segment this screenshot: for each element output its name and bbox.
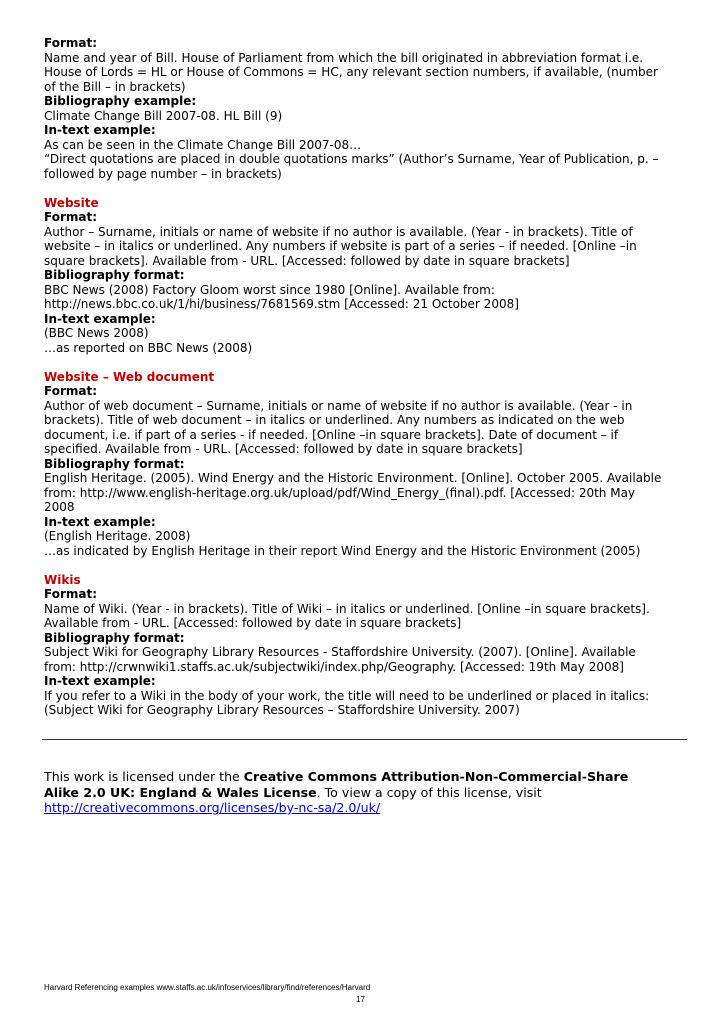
license-link[interactable]: http://creativecommons.org/licenses/by-nc-sa/2.0/uk/ (44, 800, 381, 815)
webdoc-format-line: Author of web document – Surname, initials or name of website if no author is available. (Year - in (44, 398, 633, 413)
webdoc-bib-line: from: http://www.english-heritage.org.uk/upload/pdf/Wind_Energy_(final).pdf. [Accessed: 20th May (44, 485, 636, 500)
webdoc-format-label: Format: (44, 384, 98, 398)
wikis-intext-label: In-text example: (44, 674, 156, 688)
webdoc-intext-label: In-text example: (44, 514, 156, 529)
wikis-heading: Wikis (44, 572, 81, 587)
wikis-bib-line: from: http://crwnwiki1.staffs.ac.uk/subjectwiki/index.php/Geography. [Accessed: 19th May 2008] (44, 659, 624, 674)
webdoc-intext-line: (English Heritage. 2008) (44, 529, 191, 543)
webdoc-format-line: specified. Available from - URL. [Accessed: followed by date in square brackets] (44, 442, 523, 456)
bill-intext-line: As can be seen in the Climate Change Bill 2007-08… (44, 137, 362, 152)
bill-format-line: of the Bill – in brackets) (44, 79, 186, 94)
website-format-line: website – in italics or underlined. Any numbers if website is part of a series – if needed. [Online –in (44, 239, 637, 253)
website-intext-line: (BBC News 2008) (44, 326, 149, 340)
website-bib-label: Bibliography format: (44, 268, 185, 282)
webdoc-bib-label: Bibliography format: (44, 456, 185, 471)
website-format-line: square brackets]. Available from - URL. [Accessed: followed by date in square brackets] (44, 253, 570, 268)
document-body (44, 36, 690, 718)
section-divider (42, 739, 687, 740)
page-number: 17 (356, 995, 365, 1004)
license-prefix: This work is licensed under the (44, 769, 244, 784)
webdoc-intext-line: …as indicated by English Heritage in their report Wind Energy and the Historic Environment (2005) (44, 543, 641, 558)
website-format-line: Author – Surname, initials or name of website if no author is available. (Year - in brackets). Title of (44, 224, 633, 239)
website-bib-line: BBC News (2008) Factory Gloom worst since 1980 [Online]. Available from: (44, 282, 495, 297)
license-line-3 (44, 800, 694, 816)
bill-bib-line: Climate Change Bill 2007-08. HL Bill (9) (44, 108, 283, 123)
wikis-format-line: Available from - URL. [Accessed: followed by date in square brackets] (44, 616, 462, 630)
license-line-1 (44, 769, 694, 785)
website-heading: Website (44, 195, 99, 210)
wikis-format-label: Format: (44, 587, 98, 601)
bill-intext-label: In-text example: (44, 123, 156, 137)
website-intext-line: …as reported on BBC News (2008) (44, 340, 253, 355)
webdoc-bib-line: English Heritage. (2005). Wind Energy and the Historic Environment. [Online]. October 2005. Available (44, 471, 662, 485)
webdoc-format-line: document, i.e. if part of a series - if needed. [Online –in square brackets]. Date of document – if (44, 427, 619, 442)
wikis-bib-line: Subject Wiki for Geography Library Resources - Staffordshire University. (2007). [Online]. Available (44, 645, 636, 659)
wikis-format-line: Name of Wiki. (Year - in brackets). Title of Wiki – in italics or underlined. [Online –in square brackets]. (44, 601, 650, 616)
bill-intext-line: “Direct quotations are placed in double quotations marks” (Author’s Surname, Year of Publication, p. – (44, 152, 659, 166)
bill-format-label: Format: (44, 36, 98, 50)
license-name-part-2: Alike 2.0 UK: England & Wales License (44, 784, 317, 800)
license-suffix: . To view a copy of this license, visit (316, 784, 542, 800)
page-footer: Harvard Referencing examples www.staffs.ac.uk/infoservices/library/find/references/Harvard (44, 983, 371, 992)
wikis-intext-line: If you refer to a Wiki in the body of your work, the title will need to be underlined or placed in italics: (44, 688, 650, 703)
bill-intext-line: followed by page number – in brackets) (44, 166, 282, 181)
bill-format-line: Name and year of Bill. House of Parliament from which the bill originated in abbreviation format i.e. (44, 50, 644, 65)
license-notice (44, 769, 694, 816)
website-bib-line: http://news.bbc.co.uk/1/hi/business/7681569.stm [Accessed: 21 October 2008] (44, 297, 519, 311)
webdoc-heading: Website – Web document (44, 369, 215, 384)
website-intext-label: In-text example: (44, 311, 156, 326)
license-line-2 (44, 785, 694, 801)
license-name-part-1: Creative Commons Attribution-Non-Commercial-Share (243, 769, 629, 784)
wikis-bib-label: Bibliography format: (44, 630, 185, 645)
webdoc-bib-line: 2008 (44, 500, 75, 514)
bill-bib-label: Bibliography example: (44, 94, 197, 108)
webdoc-format-line: brackets). Title of web document – in italics or underlined. Any numbers as indicated on the web (44, 413, 625, 427)
wikis-intext-line: (Subject Wiki for Geography Library Resources – Staffordshire University. 2007) (44, 703, 520, 717)
bill-format-line: House of Lords = HL or House of Commons = HC, any relevant section numbers, if available, (number (44, 65, 658, 79)
website-format-label: Format: (44, 210, 98, 224)
